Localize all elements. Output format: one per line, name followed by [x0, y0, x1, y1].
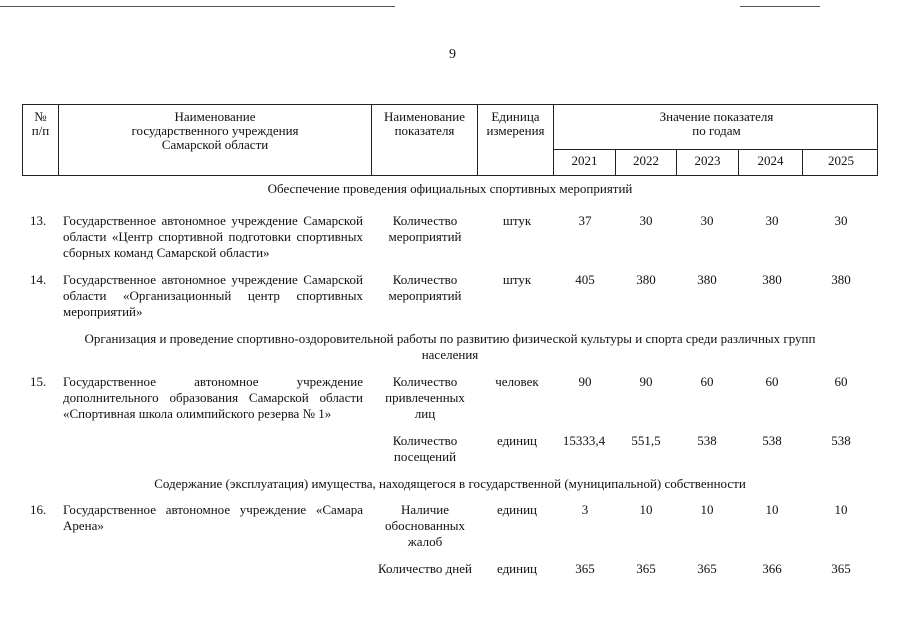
value-cell: 538	[762, 433, 782, 448]
value-cell: 30	[834, 213, 848, 228]
institution-name: Государственное автономное учреждение дополнительного образования Самарской области «Спортивная школа олимпийского резерва № 1»	[63, 374, 363, 421]
value-cell: 30	[765, 213, 779, 228]
row-number: 14.	[30, 272, 47, 287]
header-year: 2024	[757, 153, 784, 168]
institution-name: Государственное автономное учреждение Самарской области «Организационный центр спортивных мероприятий»	[63, 272, 363, 319]
unit: единиц	[496, 561, 538, 576]
section-title: Обеспечение проведения официальных спортивных мероприятий	[267, 181, 633, 196]
value-cell: 10	[639, 502, 653, 517]
value-cell: 30	[639, 213, 653, 228]
unit: штук	[502, 213, 532, 228]
value-cell: 10	[834, 502, 848, 517]
value-cell: 365	[697, 561, 717, 576]
indicator-name: Наличие обоснованных жалоб	[384, 502, 466, 549]
value-cell: 15333,4	[562, 433, 606, 448]
indicator-name: Количество мероприятий	[388, 213, 462, 244]
value-cell: 380	[762, 272, 782, 287]
header-num: № п/п	[31, 109, 50, 138]
value-cell: 538	[831, 433, 851, 448]
indicator-name: Количество привлеченных лиц	[385, 374, 465, 421]
header-unit: Единица измерения	[486, 109, 545, 138]
header-indicator: Наименование показателя	[384, 109, 465, 138]
value-cell: 365	[831, 561, 851, 576]
row-number: 13.	[30, 213, 47, 228]
header-values: Значение показателя по годам	[659, 109, 774, 138]
unit: человек	[495, 374, 539, 389]
institution-name: Государственное автономное учреждение Самарской области «Центр спортивной подготовки спортивных сборных команд Самарской области»	[63, 213, 363, 260]
value-cell: 365	[636, 561, 656, 576]
value-cell: 380	[636, 272, 656, 287]
header-institution: Наименование государственного учреждения Самарской области	[131, 109, 299, 152]
row-number: 16.	[30, 502, 47, 517]
scan-edge-line	[0, 6, 395, 7]
value-cell: 10	[700, 502, 714, 517]
value-cell: 380	[697, 272, 717, 287]
value-cell: 3	[581, 502, 589, 517]
unit: единиц	[496, 433, 538, 448]
value-cell: 90	[639, 374, 653, 389]
value-cell: 90	[578, 374, 592, 389]
value-cell: 551,5	[631, 433, 661, 448]
value-cell: 60	[700, 374, 714, 389]
section-title: Организация и проведение спортивно-оздоровительной работы по развитию физической культуры и спорта среди различных групп населения	[84, 331, 816, 362]
indicator-name: Количество мероприятий	[388, 272, 462, 303]
value-cell: 60	[834, 374, 848, 389]
unit: единиц	[496, 502, 538, 517]
header-year: 2025	[828, 153, 854, 168]
section-title: Содержание (эксплуатация) имущества, находящегося в государственной (муниципальной) собственности	[154, 476, 746, 491]
row-number: 15.	[30, 374, 47, 389]
indicator-name: Количество посещений	[392, 433, 458, 464]
table-header	[22, 104, 878, 176]
value-cell: 37	[578, 213, 592, 228]
scan-edge-line-right	[740, 6, 820, 7]
header-year: 2023	[694, 153, 721, 168]
unit: штук	[502, 272, 532, 287]
value-cell: 365	[575, 561, 595, 576]
value-cell: 10	[765, 502, 779, 517]
value-cell: 30	[700, 213, 714, 228]
page-number: 9	[449, 47, 456, 62]
header-year: 2022	[633, 153, 659, 168]
value-cell: 380	[831, 272, 851, 287]
value-cell: 60	[765, 374, 779, 389]
value-cell: 366	[762, 561, 782, 576]
header-year: 2021	[571, 153, 598, 168]
indicator-name: Количество дней	[378, 561, 472, 576]
institution-name: Государственное автономное учреждение «Самара Арена»	[63, 502, 363, 533]
value-cell: 538	[697, 433, 717, 448]
value-cell: 405	[575, 272, 595, 287]
